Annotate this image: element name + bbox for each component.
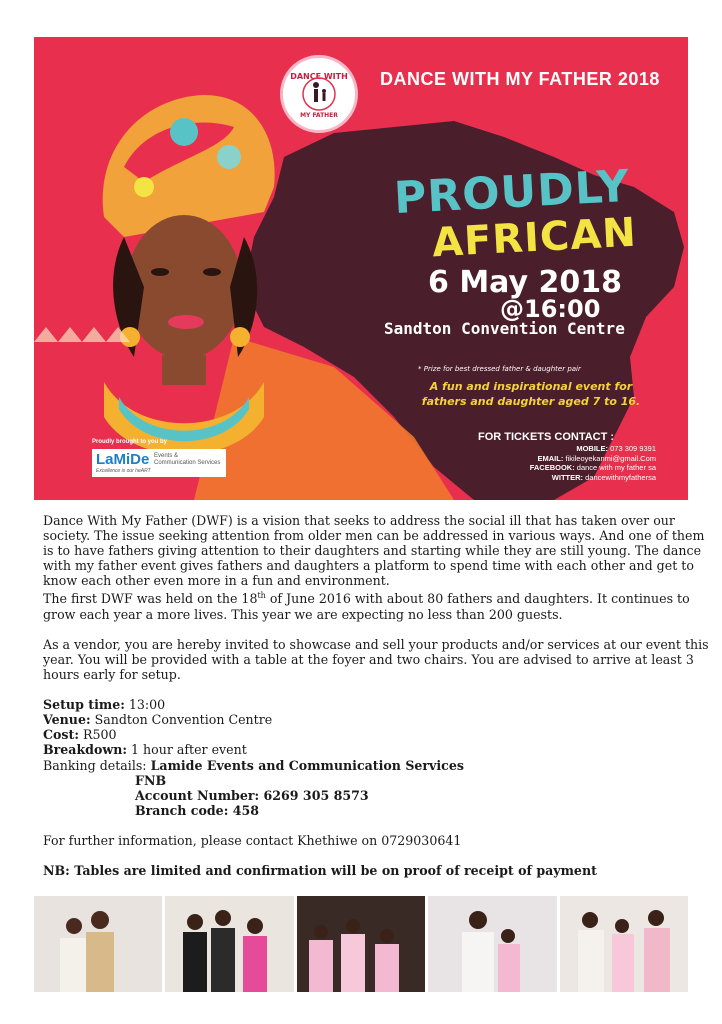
letter-body (43, 513, 715, 878)
venue-label: Venue: (43, 712, 91, 728)
event-photo (428, 896, 556, 992)
contact-facebook (426, 463, 656, 473)
mobile-label: MOBILE: (576, 444, 609, 453)
event-photo (165, 896, 293, 992)
event-time: @16:00 (500, 295, 601, 323)
dwf-logo (280, 55, 358, 133)
cost-value: R500 (78, 727, 117, 743)
sponsor-sub2: Communication Services (154, 460, 221, 466)
banking-name: Lamide Events and Communication Services (150, 757, 464, 773)
father-daughter-icon (283, 58, 355, 130)
event-poster (34, 37, 688, 500)
vendor-paragraph: As a vendor, you are hereby invited to showcase and sell your products and/or services at our event this year. You will be provided with a table at the foyer and two chairs. You are advised to arrive at least 3 hours early for setup. (43, 636, 709, 683)
banking-label: Banking details: (43, 757, 151, 773)
mobile-value: 073 309 9391 (610, 444, 656, 453)
photo-strip (34, 896, 688, 992)
nb-note: NB: Tables are limited and confirmation will be on proof of receipt of payment (43, 862, 597, 878)
sponsor-logo (92, 449, 226, 477)
photo-people-illustration (560, 896, 688, 992)
breakdown-value: 1 hour after event (127, 742, 247, 758)
cost-line (43, 727, 715, 742)
contact-line: For further information, please contact Khethiwe on 0729030641 (43, 832, 462, 848)
history-text-a: The first DWF was held on the 18 (43, 591, 258, 607)
sponsor-name: LaMiDe (96, 451, 150, 468)
setup-label: Setup time: (43, 697, 125, 713)
venue-line (43, 712, 715, 727)
event-tagline (406, 379, 656, 409)
poster-title: DANCE WITH MY FATHER 2018 (380, 69, 660, 89)
twitter-value: dancewithmyfathersa (585, 472, 656, 482)
breakdown-line (43, 742, 715, 757)
event-venue: Sandton Convention Centre (384, 319, 625, 338)
contact-email (426, 454, 656, 464)
history-paragraph (43, 588, 715, 621)
logo-text-top: DANCE WITH (290, 72, 348, 81)
setup-value: 13:00 (124, 697, 166, 713)
facebook-label: FACEBOOK: (529, 463, 575, 472)
photo-people-illustration (297, 896, 425, 992)
headline-african: AFRICAN (430, 209, 638, 267)
sponsor-sub1: Events & (154, 453, 179, 459)
history-sup: th (257, 591, 266, 601)
tickets-contacts (426, 444, 656, 482)
photo-people-illustration (34, 896, 162, 992)
bank-name: FNB (135, 772, 167, 788)
setup-time (43, 697, 715, 712)
cost-label: Cost: (43, 727, 79, 743)
contact-twitter (426, 473, 656, 483)
tagline-line2: fathers and daughter aged 7 to 16. (421, 395, 641, 408)
event-photo (34, 896, 162, 992)
headline-proudly: PROUDLY (392, 160, 632, 225)
event-photo (297, 896, 425, 992)
sponsor-subtitle (154, 453, 220, 467)
history-text-b: of June 2016 with about 80 fathers and daughters. It continues to grow each year a more lives. This year we are expecting no less than 200 guests. (43, 591, 690, 622)
sponsor-tagline: Excellence is our heART (96, 468, 151, 474)
prize-note: * Prize for best dressed father & daughter pair (418, 365, 581, 373)
branch-code: Branch code: 458 (135, 802, 260, 818)
logo-text-bottom: MY FATHER (300, 112, 338, 119)
contact-mobile (426, 444, 656, 454)
intro-paragraph: Dance With My Father (DWF) is a vision that seeks to address the social ill that has taken over our society. The issue seeking attention from older men can be addressed in various ways. And one of them is to have fathers giving attention to their daughters and starting while they are still young. The dance with my father event gives fathers and daughters a platform to spend time with each other and get to know each other even more in a fun and environment. (43, 513, 705, 589)
twitter-label: WITTER: (551, 472, 584, 482)
photo-people-illustration (428, 896, 556, 992)
tagline-line1: A fun and inspirational event for (429, 380, 633, 393)
banking-line (43, 758, 715, 773)
email-label: EMAIL: (537, 453, 564, 463)
breakdown-label: Breakdown: (43, 742, 128, 758)
event-photo (560, 896, 688, 992)
tickets-heading: FOR TICKETS CONTACT : (478, 431, 615, 443)
email-value: fikileoyekanmi@gmail.Com (565, 453, 656, 463)
photo-people-illustration (165, 896, 293, 992)
venue-value: Sandton Convention Centre (90, 712, 273, 728)
event-date: 6 May 2018 (428, 265, 622, 300)
facebook-value: dance with my father sa (576, 463, 656, 472)
brought-by-text: Proudly brought to you by (92, 439, 167, 445)
account-number: Account Number: 6269 305 8573 (135, 787, 369, 803)
